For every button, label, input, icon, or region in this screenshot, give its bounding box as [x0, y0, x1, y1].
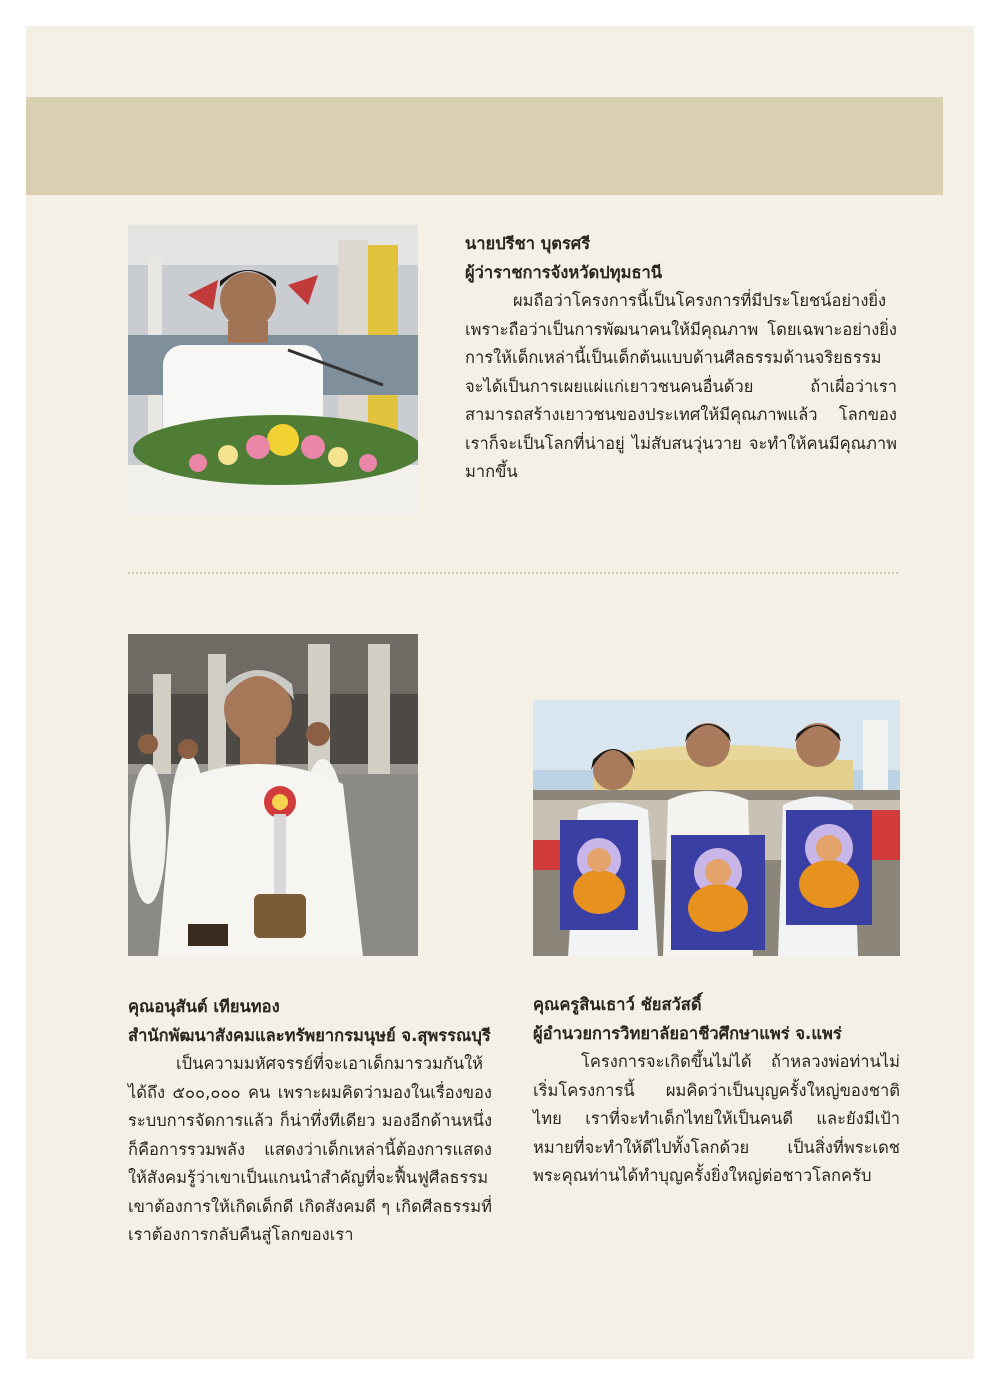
photo-man-with-trophy [128, 634, 418, 956]
header-banner [26, 97, 943, 195]
section-governor [465, 230, 897, 487]
photo-three-people-portraits [533, 700, 900, 956]
section-divider [128, 572, 898, 574]
speaker-title: ผู้ว่าราชการจังหวัดปทุมธานี [465, 262, 663, 282]
speaker-title: ผู้อำนวยการวิทยาลัยอาชีวศึกษาแพร่ จ.แพร่ [533, 1023, 842, 1043]
quote-body: เป็นความมหัศจรรย์ที่จะเอาเด็กมารวมกันให้ได้ถึง ๕๐๐,๐๐๐ คน เพราะผมคิดว่ามองในเรื่องของระบบการจัดการแล้ว ก็น่าทึ่งทีเดียว มองอีกด้านหนึ่งก็คือการรวมพลัง แสดงว่าเด็กเหล่านี้ต้องการแสดงให้สังคมรู้ว่าเขาเป็นแกนนำสำคัญที่จะฟื้นฟูศีลธรรม เขาต้องการให้เกิดเด็กดี เกิดสังคมดี ๆ เกิดศีลธรรมที่เราต้องการกลับคืนสู่โลกของเรา [128, 1054, 492, 1244]
quote-body: โครงการจะเกิดขึ้นไม่ได้ ถ้าหลวงพ่อท่านไม่เริ่มโครงการนี้ ผมคิดว่าเป็นบุญครั้งใหญ่ของชาติไทย เราที่จะทำเด็กไทยให้เป็นคนดี และยังมีเป้าหมายที่จะทำให้ดีไปทั้งโลกด้วย เป็นสิ่งที่พระเดชพระคุณท่านได้ทำบุญครั้งยิ่งใหญ่ต่อชาวโลกครับ [533, 1052, 900, 1185]
speaker-name: คุณอนุสันต์ เทียนทอง [128, 997, 280, 1016]
speaker-title: สำนักพัฒนาสังคมและทรัพยากรมนุษย์ จ.สุพรรณบุรี [128, 1025, 491, 1045]
section-sinthao [533, 991, 900, 1191]
quote-body: ผมถือว่าโครงการนี้เป็นโครงการที่มีประโยชน์อย่างยิ่ง เพราะถือว่าเป็นการพัฒนาคนให้มีคุณภาพ โดยเฉพาะอย่างยิ่งการให้เด็กเหล่านี้เป็นเด็กต้นแบบด้านศีลธรรมด้านจริยธรรม จะได้เป็นการเผยแผ่แก่เยาวชนคนอื่นด้วย ถ้าเผื่อว่าเราสามารถสร้างเยาวชนของประเทศให้มีคุณภาพแล้ว โลกของเราก็จะเป็นโลกที่น่าอยู่ ไม่สับสนวุ่นวาย จะทำให้คนมีคุณภาพมากขึ้น [465, 291, 897, 481]
photo-governor-podium [128, 225, 418, 515]
speaker-name: คุณครูสินเธาว์ ชัยสวัสดิ์ [533, 995, 702, 1014]
speaker-name: นายปรีชา บุตรศรี [465, 234, 591, 253]
section-anusan [128, 993, 492, 1250]
